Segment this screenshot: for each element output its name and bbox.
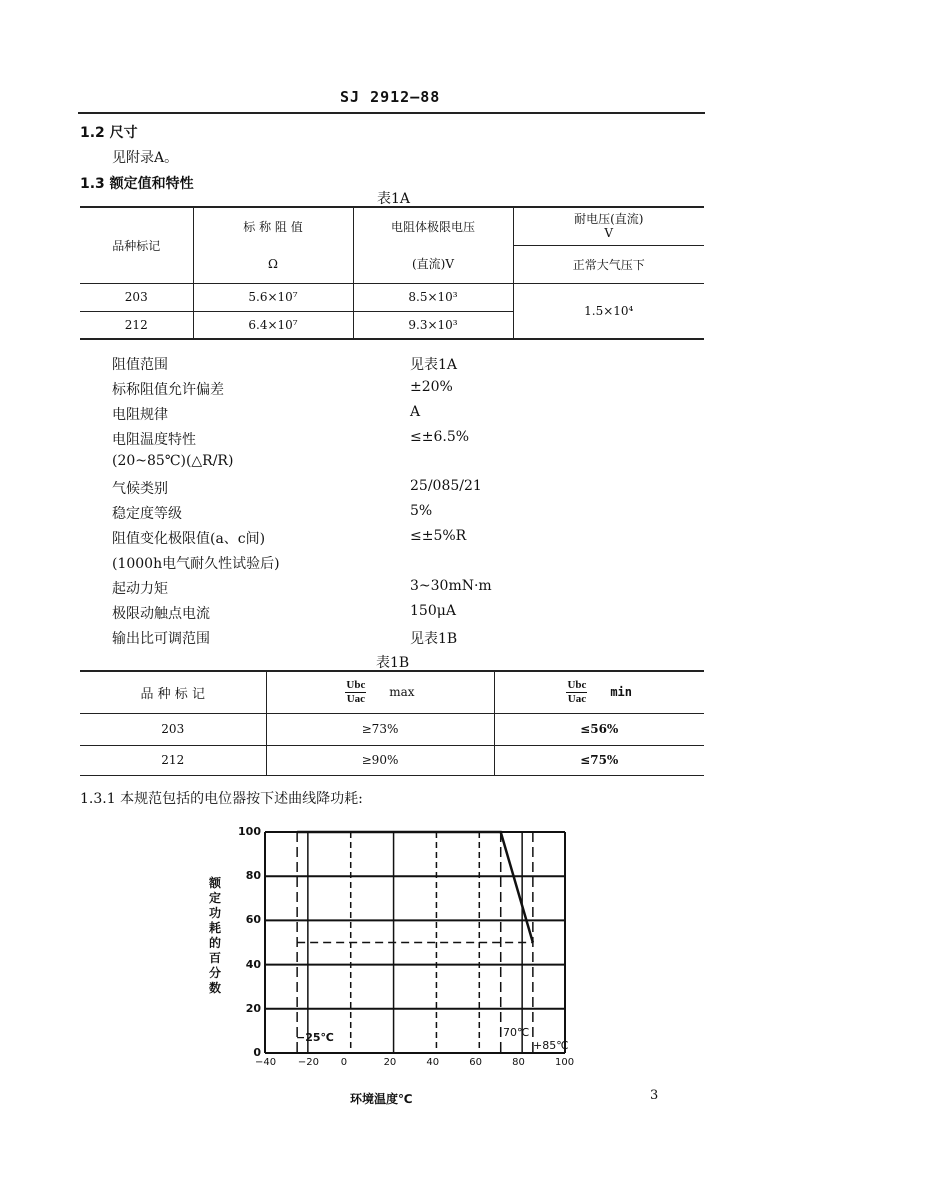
table-1a-withstand-value: 1.5×10⁴ (584, 303, 634, 318)
prop-value: A (410, 404, 421, 420)
fraction-numerator: Ubc (567, 678, 587, 691)
page-number: 3 (650, 1088, 659, 1103)
standard-number: SJ 2912—88 (340, 88, 441, 106)
x-tick-label: 0 (340, 1057, 348, 1068)
prop-label: 阻值范围 (112, 357, 168, 373)
prop-value: 5% (410, 503, 433, 519)
table-1a-caption: 表1A (377, 191, 411, 207)
table-1b-max: ≥73% (266, 713, 494, 745)
prop-value: 25/085/21 (410, 478, 482, 494)
prop-label: 阻值变化极限值(a、c间) (112, 531, 266, 547)
chart-xlabel: 环境温度℃ (350, 1092, 413, 1106)
fraction-denominator: Uac (567, 692, 587, 705)
min-label: min (610, 684, 633, 699)
table-1a-resistance: 6.4×10⁷ (193, 311, 353, 339)
prop-value: 见表1A (410, 357, 458, 373)
table-1b-caption: 表1B (376, 655, 410, 671)
x-tick-label: 80 (512, 1057, 525, 1068)
table-1a-type: 203 (80, 283, 193, 311)
table-1a-col-type-header: 品种标记 (80, 207, 193, 283)
y-tick-label: 20 (245, 1001, 261, 1015)
x-tick-label: 20 (383, 1057, 397, 1068)
chart-ylabel: 额定功耗的百分数 (208, 876, 221, 995)
prop-value: ≤±6.5% (410, 429, 470, 445)
table-1b-max: ≥90% (266, 745, 494, 775)
prop-label: 稳定度等级 (112, 506, 182, 522)
prop-label: 电阻规律 (112, 407, 168, 423)
x-tick-label: 60 (469, 1057, 483, 1068)
prop-label: (20~85℃)(△R/R) (112, 453, 234, 469)
prop-value: 见表1B (410, 631, 458, 647)
section-1-3-1-text: 1.3.1 本规范包括的电位器按下述曲线降功耗: (80, 791, 363, 807)
x-tick-label: 100 (555, 1057, 575, 1068)
prop-label: 输出比可调范围 (112, 631, 210, 647)
table-1a-resistance: 5.6×10⁷ (193, 283, 353, 311)
prop-label: 电阻温度特性 (112, 432, 196, 448)
x-tick-label: −40 (255, 1057, 277, 1068)
y-tick-label: 80 (245, 869, 261, 883)
table-1a-withstand-sub: 正常大气压下 (572, 257, 645, 272)
annotation-minus25: −25℃ (296, 1031, 334, 1044)
table-1a-voltage: 9.3×10³ (353, 311, 513, 339)
table-1b-col-type-header: 品 种 标 记 (80, 671, 266, 713)
prop-label: 起动力矩 (112, 581, 168, 597)
y-tick-label: 60 (245, 913, 261, 927)
table-1a-resistance-unit: Ω (193, 245, 353, 283)
chart-lines (297, 832, 533, 1055)
prop-value: 150μA (410, 603, 456, 619)
table-1a-voltage: 8.5×10³ (353, 283, 513, 311)
section-1-3-title: 1.3 额定值和特性 (80, 176, 194, 192)
table-1a-voltage-unit: (直流)V (353, 245, 513, 283)
table-1a-type: 212 (80, 311, 193, 339)
prop-label: 标称阻值允许偏差 (112, 382, 224, 398)
y-tick-label: 100 (238, 825, 261, 838)
prop-value: ≤±5%R (410, 528, 467, 544)
section-1-2-body: 见附录A。 (112, 150, 179, 166)
withstand-header-unit: V (604, 226, 614, 241)
prop-label: 气候类别 (112, 481, 168, 497)
table-1a-col-resistance-header: 标 称 阻 值 (193, 207, 353, 245)
fraction-numerator: Ubc (346, 678, 366, 691)
section-1-2-title: 1.2 尺寸 (80, 125, 138, 141)
y-tick-label: 40 (245, 957, 261, 971)
prop-value: ±20% (410, 379, 453, 395)
table-1b-type: 203 (80, 713, 266, 745)
prop-value: 3~30mN·m (410, 578, 492, 594)
fraction-denominator: Uac (346, 692, 366, 705)
table-1b-type: 212 (80, 745, 266, 775)
annotation-70: 70℃ (503, 1026, 530, 1039)
prop-label: (1000h电气耐久性试验后) (112, 556, 280, 572)
prop-label: 极限动触点电流 (112, 606, 210, 622)
withstand-header-label: 耐电压(直流) (574, 212, 644, 227)
table-1a-col-voltage-header: 电阻体极限电压 (353, 207, 513, 245)
table-1b-min: ≤75% (580, 753, 619, 767)
annotation-85: +85℃ (533, 1039, 569, 1052)
table-1b-min: ≤56% (580, 722, 619, 736)
max-label: max (389, 684, 415, 699)
x-tick-label: −20 (297, 1057, 319, 1068)
series-derating (297, 832, 533, 943)
x-tick-label: 40 (426, 1057, 440, 1068)
y-tick-label: 0 (253, 1046, 261, 1059)
